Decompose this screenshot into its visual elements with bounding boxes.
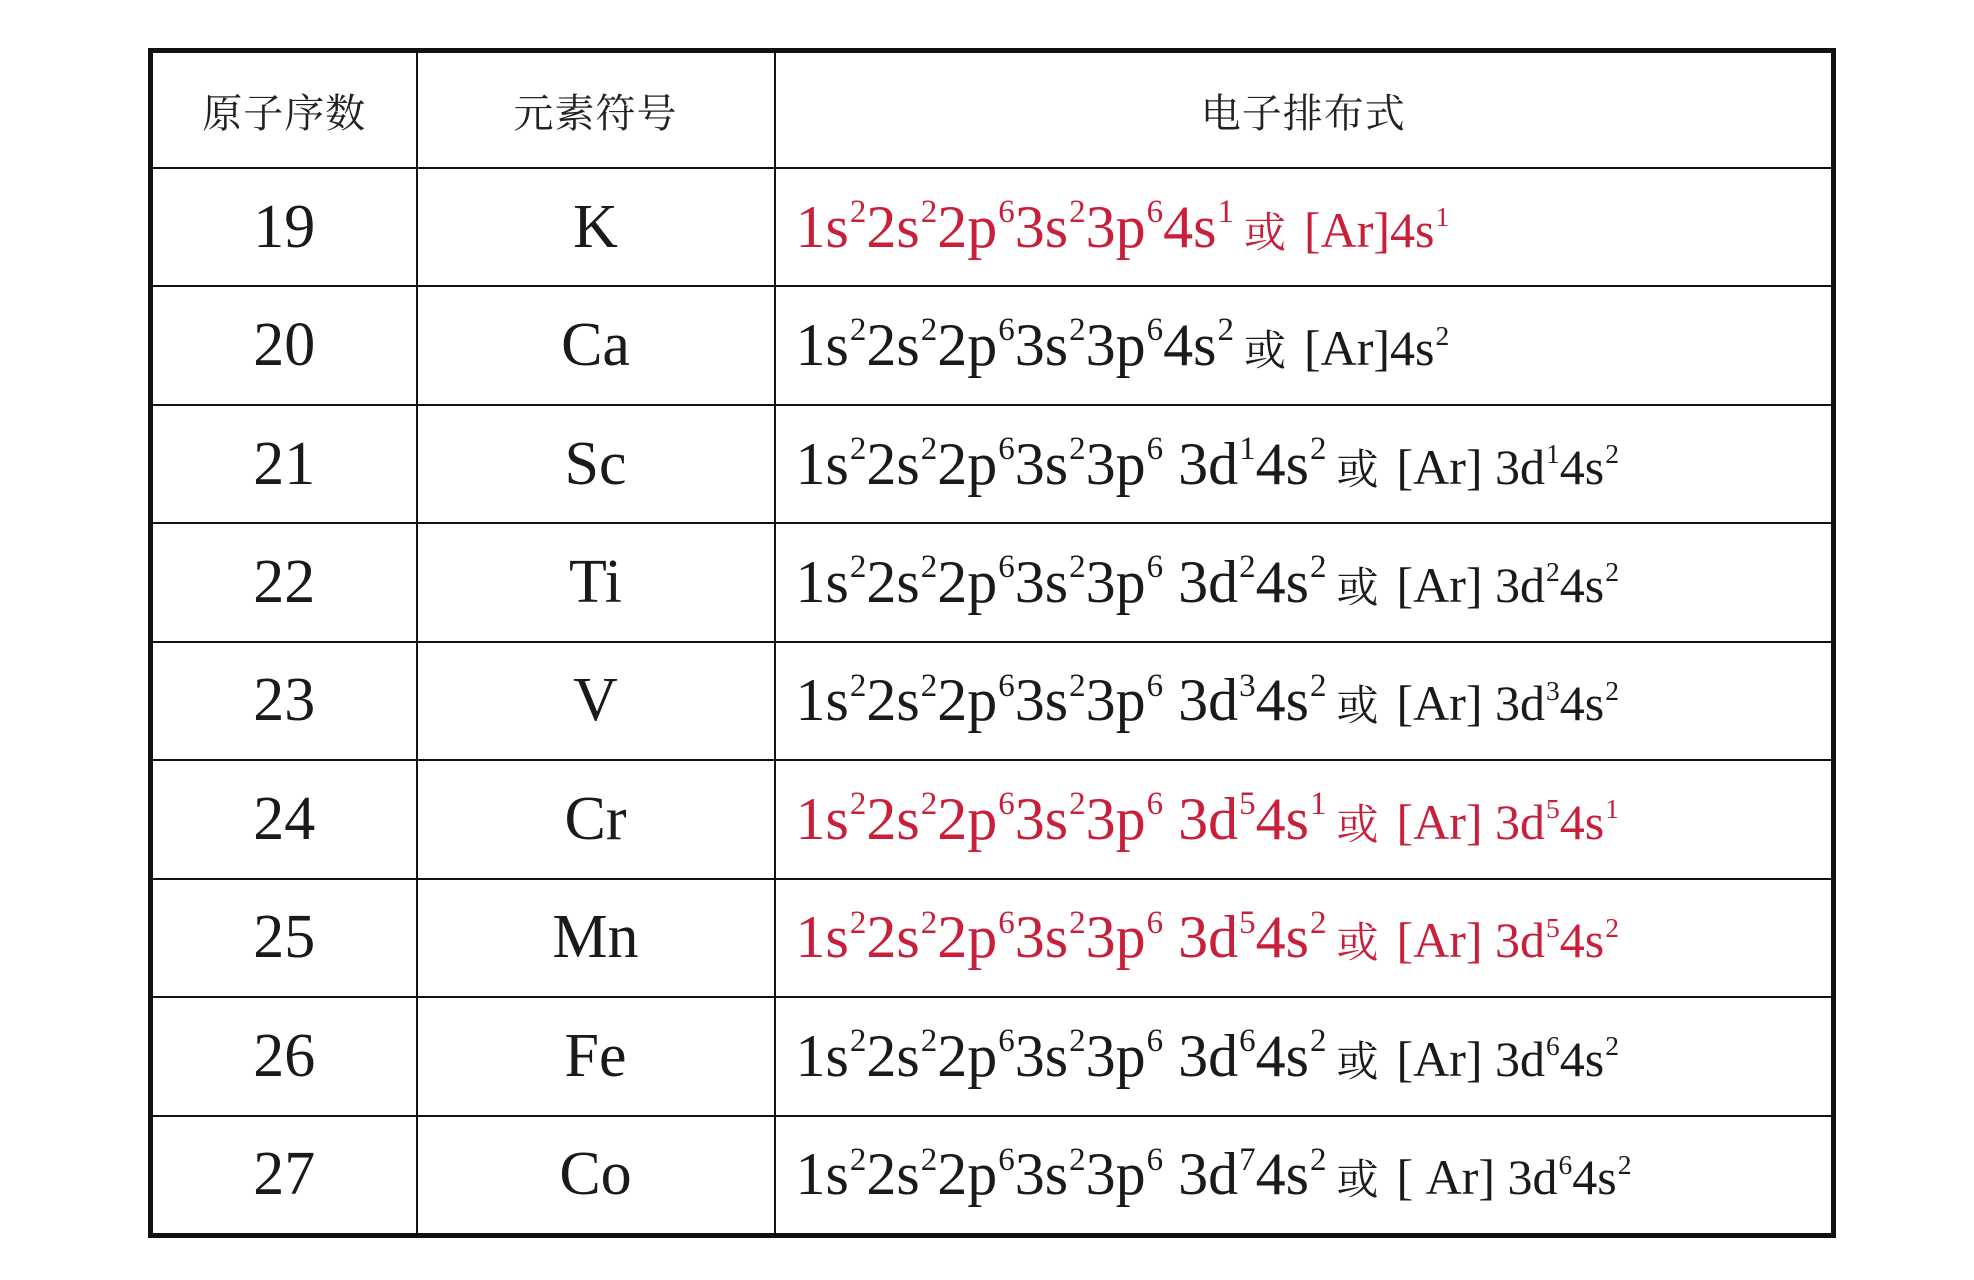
full-configuration [796,549,1327,615]
electron-configuration-cell [775,879,1834,997]
electron-count: 2 [920,549,938,586]
orbital-label: 3s [1014,193,1069,260]
electron-count: 7 [1239,1141,1256,1178]
electron-configuration-cell [775,168,1834,286]
orbital-label: 3s [1014,1022,1069,1089]
electron-count: 2 [1069,1141,1086,1178]
electron-count: 2 [849,193,867,230]
electron-count: 2 [849,667,867,704]
electron-count: 6 [998,193,1015,230]
table-row [151,1116,1834,1236]
orbital-label: 4s [1255,785,1309,852]
orbital-label: 2s [866,1022,920,1089]
electron-count: 2 [849,786,867,823]
header-row [151,51,1834,169]
electron-count: 2 [1605,911,1619,943]
orbital-label: 3s [1014,1141,1069,1208]
orbital-label: 1s [795,667,849,734]
electron-count: 1 [1309,786,1327,823]
orbital-label: 2s [866,549,920,616]
or-separator: 或 [1336,799,1379,849]
electron-count: 2 [1309,430,1327,467]
electron-count: 2 [849,430,867,467]
orbital-label: 4s [1255,1022,1309,1089]
full-configuration [796,1023,1327,1089]
electron-count: 6 [1239,1023,1256,1060]
electron-count: 6 [1146,786,1164,823]
electron-count: 6 [998,786,1015,823]
orbital-label: [ Ar] 3d [1396,1149,1558,1206]
electron-count: 2 [1435,319,1450,351]
full-configuration [796,312,1234,378]
or-separator: 或 [1336,563,1379,613]
electron-count: 6 [1146,1141,1164,1178]
full-configuration [796,194,1234,260]
orbital-label: 4s [1559,793,1605,850]
electron-count: 3 [1546,674,1560,706]
electron-count: 2 [1605,556,1619,588]
electron-count: 2 [1069,430,1086,467]
electron-configuration-table-container [148,48,1836,1238]
noble-gas-configuration [1304,202,1449,258]
atomic-number-cell: 22 [151,523,417,641]
atomic-number-cell: 25 [151,879,417,997]
orbital-label: 2p [937,430,998,497]
orbital-label: 4s [1572,1149,1617,1206]
orbital-label: [Ar] 3d [1396,438,1546,495]
electron-count: 2 [1309,904,1327,941]
electron-count: 6 [1558,1148,1573,1180]
orbital-label: 3p [1085,312,1146,379]
electron-count: 2 [1309,667,1327,704]
element-symbol-cell: Mn [417,879,775,997]
orbital-label: 3s [1014,904,1069,971]
electron-count: 2 [849,1141,867,1178]
orbital-label: 1s [795,904,849,971]
electron-count: 2 [1069,549,1086,586]
orbital-label: [Ar] 3d [1396,675,1546,732]
electron-count: 2 [1069,312,1086,349]
full-configuration [796,904,1327,970]
orbital-label: 3p [1085,549,1146,616]
orbital-label: [Ar] 3d [1396,793,1546,850]
or-separator: 或 [1243,326,1286,376]
orbital-label: 3d [1163,904,1239,971]
or-separator: 或 [1243,207,1286,257]
noble-gas-configuration [1396,1031,1619,1087]
full-configuration [796,431,1327,497]
noble-gas-configuration [1304,320,1449,376]
orbital-label: 2s [866,430,920,497]
orbital-label: 3p [1085,904,1146,971]
electron-count: 6 [1146,193,1164,230]
electron-count: 2 [1546,556,1560,588]
electron-count: 2 [920,312,938,349]
electron-configuration-cell [775,286,1834,404]
electron-configuration-cell [775,997,1834,1115]
orbital-label: 4s [1255,1141,1309,1208]
electron-count: 2 [1617,1148,1632,1180]
orbital-label: 2p [937,193,998,260]
full-configuration [796,786,1327,852]
electron-count: 6 [1146,549,1164,586]
orbital-label: 3d [1163,430,1239,497]
electron-count: 2 [849,1023,867,1060]
orbital-label: 3d [1163,785,1239,852]
header-atomic-number: 原子序数 [151,51,417,169]
orbital-label: 3s [1014,312,1069,379]
electron-count: 1 [1239,430,1256,467]
orbital-label: 2s [866,904,920,971]
electron-count: 6 [998,904,1015,941]
orbital-label: 1s [795,430,849,497]
atomic-number-cell: 24 [151,760,417,878]
orbital-label: 3s [1014,430,1069,497]
element-symbol-cell: Sc [417,405,775,523]
noble-gas-configuration [1396,675,1619,731]
electron-count: 6 [1146,430,1164,467]
orbital-label: 2p [937,1141,998,1208]
orbital-label: 2p [937,785,998,852]
orbital-label: 2s [866,667,920,734]
table-row [151,642,1834,760]
electron-configuration-cell [775,405,1834,523]
electron-count: 6 [998,667,1015,704]
electron-count: 2 [1217,312,1234,349]
element-symbol-cell: Ti [417,523,775,641]
electron-count: 2 [920,1023,938,1060]
orbital-label: 4s [1255,430,1309,497]
electron-count: 2 [1069,904,1086,941]
electron-count: 2 [1309,549,1327,586]
table-row [151,760,1834,878]
element-symbol-cell: Cr [417,760,775,878]
orbital-label: 3s [1014,785,1069,852]
electron-count: 2 [849,549,867,586]
orbital-label: 3p [1085,1022,1146,1089]
noble-gas-configuration [1396,1149,1631,1205]
orbital-label: [Ar]4s [1303,201,1435,258]
electron-count: 3 [1239,667,1256,704]
orbital-label: 4s [1559,1030,1605,1087]
orbital-label: 4s [1559,438,1605,495]
element-symbol-cell: K [417,168,775,286]
orbital-label: 1s [795,1141,849,1208]
orbital-label: 1s [795,193,849,260]
electron-configuration-cell [775,1116,1834,1236]
table-body [151,168,1834,1236]
element-symbol-cell: Ca [417,286,775,404]
electron-count: 6 [998,312,1015,349]
orbital-label: 4s [1255,667,1309,734]
orbital-label: 3p [1085,430,1146,497]
orbital-label: 3p [1085,785,1146,852]
electron-configuration-cell [775,760,1834,878]
noble-gas-configuration [1396,912,1619,968]
electron-count: 2 [1309,1141,1327,1178]
electron-count: 2 [1605,1030,1619,1062]
electron-count: 2 [1239,549,1256,586]
orbital-label: 2p [937,904,998,971]
electron-count: 6 [998,430,1015,467]
atomic-number-cell: 26 [151,997,417,1115]
atomic-number-cell: 21 [151,405,417,523]
orbital-label: 4s [1559,557,1605,614]
header-electron-configuration: 电子排布式 [775,51,1834,169]
table-row [151,523,1834,641]
or-separator: 或 [1336,444,1379,494]
table-row [151,997,1834,1115]
element-symbol-cell: Co [417,1116,775,1236]
orbital-label: [Ar] 3d [1396,912,1546,969]
orbital-label: 3d [1163,1141,1239,1208]
orbital-label: 4s [1163,312,1217,379]
orbital-label: 1s [795,549,849,616]
orbital-label: 4s [1255,904,1309,971]
orbital-label: 4s [1559,675,1605,732]
orbital-label: 2s [866,1141,920,1208]
electron-count: 2 [1069,193,1086,230]
or-separator: 或 [1336,1155,1379,1205]
orbital-label: 2p [937,667,998,734]
electron-count: 5 [1239,904,1256,941]
or-separator: 或 [1336,681,1379,731]
table-row [151,168,1834,286]
atomic-number-cell: 27 [151,1116,417,1236]
full-configuration [796,1141,1327,1207]
electron-count: 6 [998,1023,1015,1060]
orbital-label: 3p [1085,193,1146,260]
electron-count: 2 [849,904,867,941]
orbital-label: 2p [937,1022,998,1089]
electron-count: 2 [1309,1023,1327,1060]
electron-count: 1 [1605,793,1619,825]
electron-configuration-cell [775,642,1834,760]
or-separator: 或 [1336,1036,1379,1086]
orbital-label: 1s [795,1022,849,1089]
electron-configuration-cell [775,523,1834,641]
electron-count: 6 [1546,1030,1560,1062]
orbital-label: 4s [1559,912,1605,969]
electron-count: 2 [920,904,938,941]
noble-gas-configuration [1396,794,1619,850]
electron-count: 1 [1217,193,1234,230]
electron-configuration-table [148,48,1836,1238]
electron-count: 2 [920,430,938,467]
noble-gas-configuration [1396,439,1619,495]
electron-count: 1 [1435,201,1450,233]
electron-count: 6 [1146,667,1164,704]
orbital-label: 2p [937,549,998,616]
electron-count: 6 [1146,312,1164,349]
header-element-symbol: 元素符号 [417,51,775,169]
electron-count: 2 [920,786,938,823]
full-configuration [796,667,1327,733]
electron-count: 1 [1546,437,1560,469]
orbital-label: 4s [1255,549,1309,616]
electron-count: 5 [1546,911,1560,943]
electron-count: 6 [1146,1023,1164,1060]
orbital-label: 3p [1085,667,1146,734]
orbital-label: 2s [866,785,920,852]
table-row [151,405,1834,523]
orbital-label: 2s [866,312,920,379]
electron-count: 6 [1146,904,1164,941]
electron-count: 2 [1069,1023,1086,1060]
electron-count: 2 [920,193,938,230]
electron-count: 2 [1069,667,1086,704]
electron-count: 2 [920,667,938,704]
orbital-label: 3s [1014,549,1069,616]
table-row [151,879,1834,997]
atomic-number-cell: 20 [151,286,417,404]
orbital-label: [Ar] 3d [1396,557,1546,614]
orbital-label: [Ar]4s [1303,320,1435,377]
orbital-label: [Ar] 3d [1396,1030,1546,1087]
electron-count: 2 [920,1141,938,1178]
atomic-number-cell: 19 [151,168,417,286]
orbital-label: 1s [795,312,849,379]
orbital-label: 1s [795,785,849,852]
atomic-number-cell: 23 [151,642,417,760]
orbital-label: 3d [1163,549,1239,616]
orbital-label: 4s [1163,193,1217,260]
orbital-label: 2s [866,193,920,260]
orbital-label: 2p [937,312,998,379]
electron-count: 2 [1069,786,1086,823]
orbital-label: 3p [1085,1141,1146,1208]
electron-count: 2 [1605,674,1619,706]
table-row [151,286,1834,404]
element-symbol-cell: V [417,642,775,760]
orbital-label: 3d [1163,1022,1239,1089]
electron-count: 5 [1546,793,1560,825]
electron-count: 2 [1605,437,1619,469]
electron-count: 6 [998,1141,1015,1178]
orbital-label: 3s [1014,667,1069,734]
noble-gas-configuration [1396,557,1619,613]
electron-count: 6 [998,549,1015,586]
electron-count: 5 [1239,786,1256,823]
electron-count: 2 [849,312,867,349]
orbital-label: 3d [1163,667,1239,734]
or-separator: 或 [1336,918,1379,968]
element-symbol-cell: Fe [417,997,775,1115]
